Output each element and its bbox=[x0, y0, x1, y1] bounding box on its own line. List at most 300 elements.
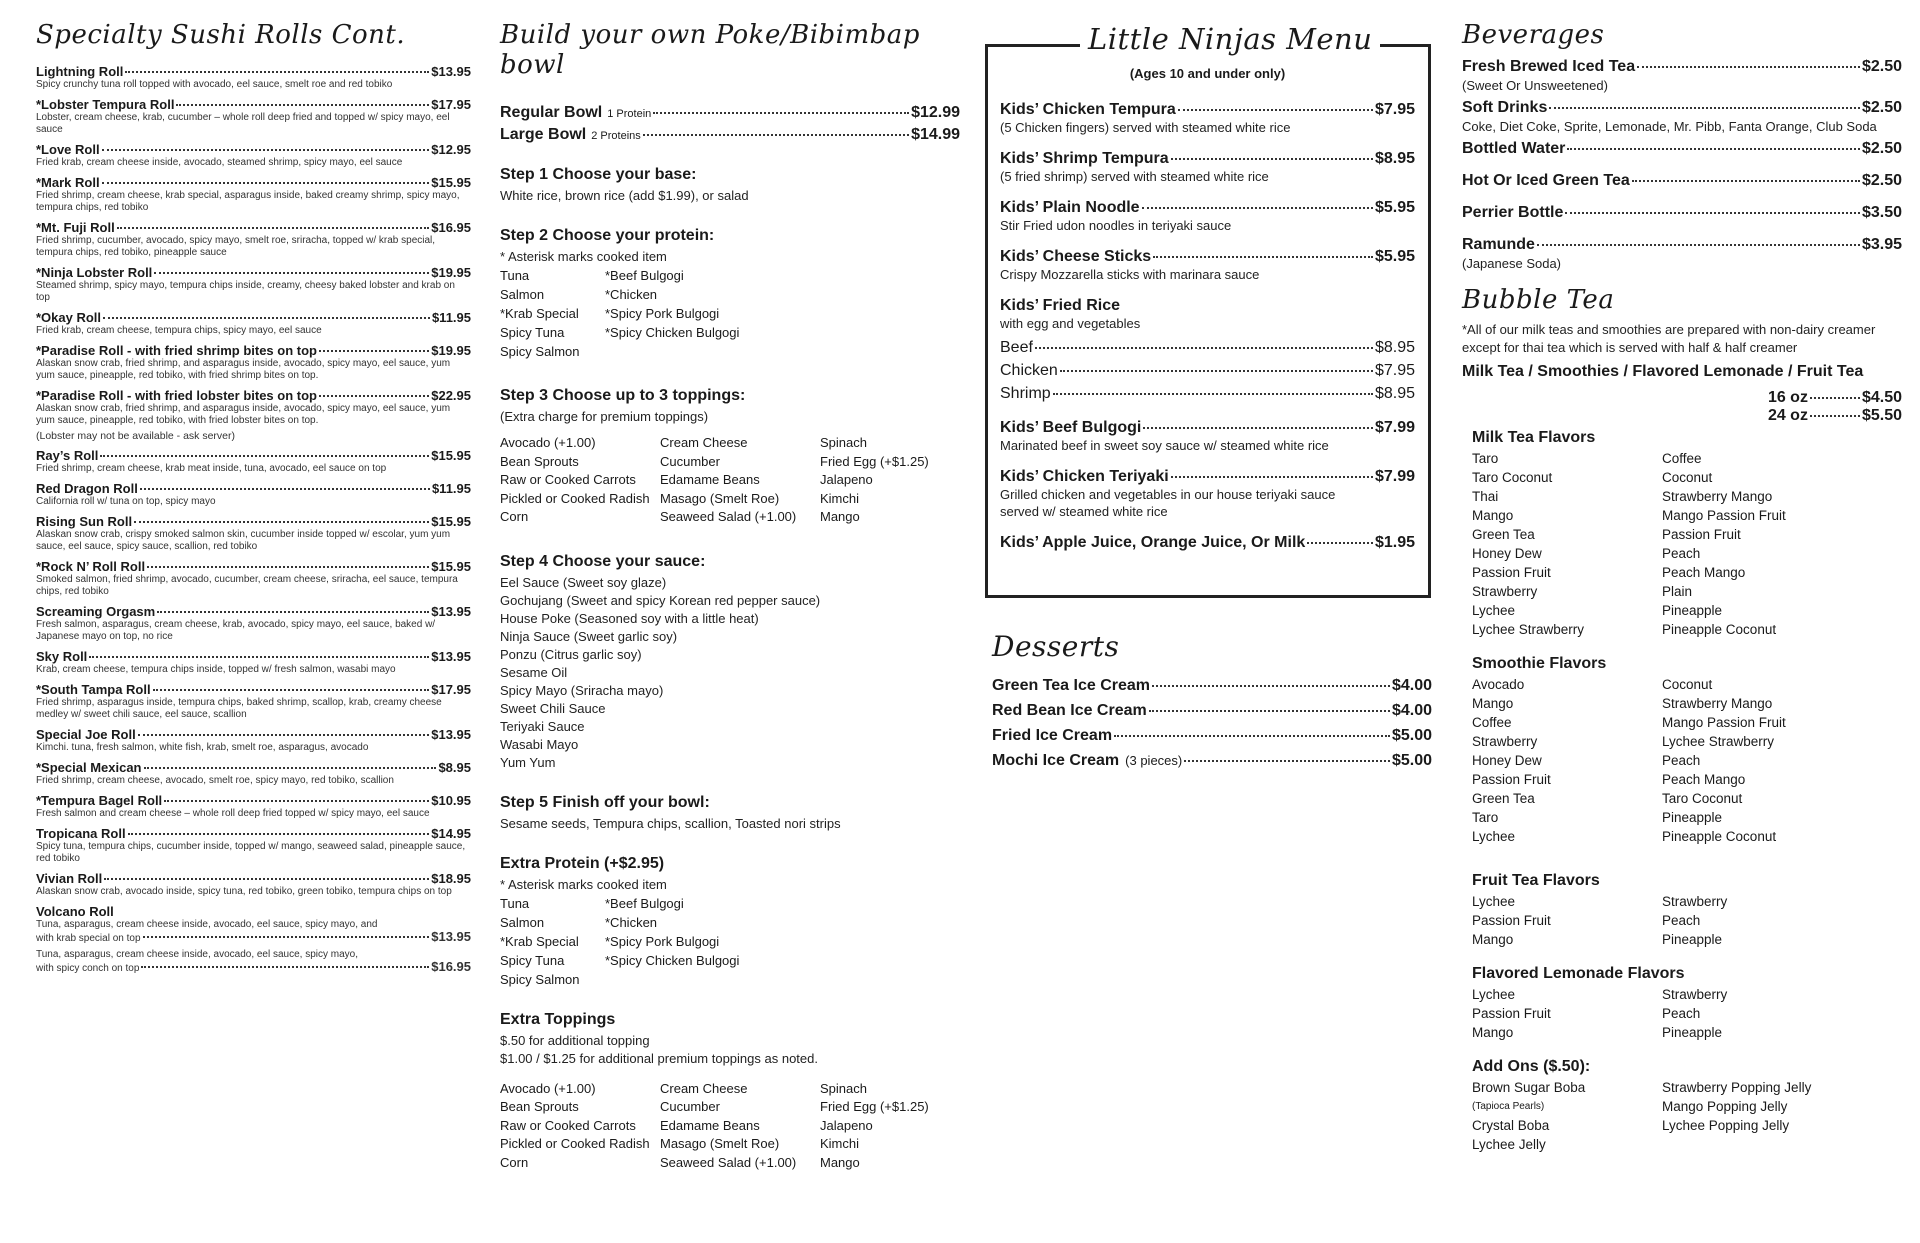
roll-row bbox=[36, 448, 471, 463]
roll-row bbox=[36, 604, 471, 619]
roll-leader bbox=[154, 272, 429, 274]
roll-leader bbox=[102, 149, 430, 151]
topping-item: Masago (Smelt Roe) bbox=[660, 490, 780, 506]
roll-name: Sky Roll bbox=[36, 649, 88, 664]
dessert-name: Red Bean Ice Cream bbox=[992, 702, 1147, 719]
roll-row bbox=[36, 559, 471, 574]
fruit-tea-grid bbox=[1472, 892, 1902, 949]
fruit-tea-flavor-item: Strawberry bbox=[1662, 894, 1728, 909]
lemonade-grid bbox=[1472, 985, 1902, 1042]
size-price: $5.50 bbox=[1861, 407, 1902, 424]
roll-row bbox=[36, 727, 471, 742]
beverage-row bbox=[1462, 58, 1902, 76]
lemonade-flavor-item: Passion Fruit bbox=[1472, 1006, 1551, 1021]
kids-name: Kids’ Chicken Tempura bbox=[1000, 101, 1176, 118]
addon-item: Lychee Jelly bbox=[1472, 1137, 1546, 1152]
kids-desc: Crispy Mozzarella sticks with marinara sauce bbox=[1000, 267, 1260, 282]
smoothie-flavor-item: Coconut bbox=[1662, 677, 1713, 692]
extra-protein-item: Salmon bbox=[500, 914, 545, 930]
fried-rice-options bbox=[1000, 336, 1415, 405]
rolls-list bbox=[36, 64, 471, 898]
roll-row bbox=[36, 514, 471, 529]
milk-tea-grid bbox=[1472, 449, 1902, 639]
roll-name: Rising Sun Roll bbox=[36, 514, 133, 529]
roll-row bbox=[36, 142, 471, 157]
specialty-rolls-title: Specialty Sushi Rolls Cont. bbox=[36, 20, 406, 50]
fried-rice-option-row bbox=[1000, 336, 1415, 359]
sauce-item: Gochujang (Sweet and spicy Korean red pepper sauce) bbox=[500, 592, 821, 608]
roll-desc: Kimchi. tuna, fresh salmon, white fish, krab, smelt roe, asparagus, avocado bbox=[36, 742, 369, 753]
roll-price: $19.95 bbox=[431, 343, 471, 358]
fruit-tea-flavor-item: Mango bbox=[1472, 932, 1514, 947]
roll-price: $10.95 bbox=[431, 793, 471, 808]
smoothie-flavor-item: Lychee bbox=[1472, 829, 1516, 844]
smoothie-flavor-item: Passion Fruit bbox=[1472, 772, 1551, 787]
dessert-name: Green Tea Ice Cream bbox=[992, 677, 1151, 694]
kids-bulgogi-price: $7.99 bbox=[1374, 419, 1415, 436]
roll-name: Vivian Roll bbox=[36, 871, 103, 886]
roll-item bbox=[36, 64, 471, 91]
sauce-item: Teriyaki Sauce bbox=[500, 718, 585, 734]
roll-name: *Special Mexican bbox=[36, 760, 142, 775]
addons-grid bbox=[1472, 1078, 1902, 1154]
smoothie-flavor-item: Mango bbox=[1472, 696, 1514, 711]
protein-item: *Spicy Pork Bulgogi bbox=[605, 306, 720, 321]
kids-name: Kids’ Plain Noodle bbox=[1000, 199, 1140, 216]
large-bowl bbox=[500, 126, 960, 144]
roll-leader bbox=[134, 521, 429, 523]
protein-item bbox=[605, 342, 765, 361]
dessert-row bbox=[992, 723, 1432, 748]
beverage-price: $2.50 bbox=[1861, 172, 1902, 189]
beverage-sub: Coke, Diet Coke, Sprite, Lemonade, Mr. Pibb, Fanta Orange, Club Soda bbox=[1462, 119, 1877, 134]
size-label: 16 oz bbox=[1767, 389, 1808, 406]
kids-leader bbox=[1171, 158, 1373, 160]
protein-item: *Krab Special bbox=[500, 306, 579, 321]
roll-name: *Mt. Fuji Roll bbox=[36, 220, 115, 235]
milk-tea-flavor-item: Coffee bbox=[1662, 451, 1702, 466]
extra-topping-item: Cream Cheese bbox=[660, 1080, 748, 1096]
fried-rice-option-row bbox=[1000, 382, 1415, 405]
milk-tea-flavor-item: Lychee bbox=[1472, 603, 1516, 618]
kids-menu-column bbox=[1000, 66, 1415, 566]
flavors-section bbox=[1462, 429, 1902, 1154]
extra-topping-item: Kimchi bbox=[820, 1136, 860, 1151]
roll-price: $17.95 bbox=[431, 97, 471, 112]
kids-list bbox=[1000, 101, 1415, 283]
step5-text: Sesame seeds, Tempura chips, scallion, Toasted nori strips bbox=[500, 815, 841, 831]
volcano-roll bbox=[36, 904, 471, 975]
extra-toppings-line2: $1.00 / $1.25 for additional premium toppings as noted. bbox=[500, 1050, 818, 1066]
topping-item: Spinach bbox=[820, 435, 867, 450]
beverage-row bbox=[1462, 236, 1902, 254]
dessert-leader bbox=[1114, 735, 1390, 737]
topping-item: Kimchi bbox=[820, 490, 860, 506]
size-row bbox=[1462, 389, 1902, 407]
extra-protein-grid bbox=[500, 894, 960, 989]
dessert-name: Fried Ice Cream bbox=[992, 727, 1113, 744]
beverages-column bbox=[1462, 20, 1902, 1154]
beverage-item bbox=[1462, 236, 1902, 271]
kids-row bbox=[1000, 150, 1415, 168]
smoothie-flavor-item: Pineapple Coconut bbox=[1662, 829, 1777, 844]
milk-tea-flavor-item: Honey Dew bbox=[1472, 546, 1542, 561]
dessert-sub: (3 pieces) bbox=[1125, 753, 1183, 768]
extra-topping-item: Pickled or Cooked Radish bbox=[500, 1136, 650, 1151]
beverage-price: $2.50 bbox=[1861, 140, 1902, 157]
step5-title: Step 5 Finish off your bowl: bbox=[500, 793, 710, 811]
beverage-item bbox=[1462, 204, 1902, 222]
roll-desc: Spicy tuna, tempura chips, cucumber inside, topped w/ mango, seaweed salad, pineapple sauce, red tobiko bbox=[36, 841, 466, 864]
kids-chicken-teriyaki bbox=[1000, 468, 1415, 520]
extra-protein-note: * Asterisk marks cooked item bbox=[500, 876, 667, 892]
roll-name: Ray’s Roll bbox=[36, 448, 99, 463]
size-row bbox=[1462, 407, 1902, 425]
kids-item bbox=[1000, 101, 1415, 136]
roll-name: *Okay Roll bbox=[36, 310, 102, 325]
size-price: $4.50 bbox=[1861, 389, 1902, 406]
roll-item bbox=[36, 265, 471, 304]
roll-desc: Fried shrimp, cucumber, avocado, spicy mayo, smelt roe, sriracha, topped w/ krab special, tempura chips, red tobiko, pineapple sauce bbox=[36, 235, 436, 258]
extra-toppings-line1: $.50 for additional topping bbox=[500, 1032, 650, 1048]
roll-item bbox=[36, 871, 471, 898]
roll-price: $16.95 bbox=[431, 220, 471, 235]
roll-desc: Smoked salmon, fried shrimp, avocado, cucumber, cream cheese, sriracha, eel sauce, tempura chips, red tobiko bbox=[36, 574, 458, 597]
large-bowl-sub: 2 Proteins bbox=[591, 130, 641, 142]
topping-item: Edamame Beans bbox=[660, 472, 760, 487]
kids-bulgogi-name: Kids’ Beef Bulgogi bbox=[1000, 419, 1142, 436]
volcano-opt1-desc: Tuna, asparagus, cream cheese inside, avocado, eel sauce, spicy mayo, and bbox=[36, 919, 378, 930]
roll-name: *Lobster Tempura Roll bbox=[36, 97, 175, 112]
roll-desc: Fried shrimp, cream cheese, krab special, asparagus inside, baked creamy shrimp, spicy mayo, tempura chips, red tobiko bbox=[36, 190, 460, 213]
fried-rice-option-price: $8.95 bbox=[1374, 339, 1415, 356]
desserts-list bbox=[992, 673, 1432, 773]
extra-topping-item: Raw or Cooked Carrots bbox=[500, 1117, 636, 1133]
beverage-item bbox=[1462, 58, 1902, 93]
milk-tea-title: Milk Tea Flavors bbox=[1472, 429, 1596, 446]
kids-desc: (5 Chicken fingers) served with steamed white rice bbox=[1000, 120, 1291, 135]
kids-row bbox=[1000, 199, 1415, 217]
beverage-name: Bottled Water bbox=[1462, 140, 1566, 157]
kids-leader bbox=[1142, 207, 1373, 209]
size-leader bbox=[1810, 397, 1860, 399]
roll-desc: Alaskan snow crab, crispy smoked salmon skin, cucumber inside topped w/ escolar, yum yum sauce, eel sauce, spicy sauce, scallion, red tobiko bbox=[36, 529, 451, 552]
smoothie-flavor-item: Taro bbox=[1472, 810, 1499, 825]
roll-desc: Steamed shrimp, spicy mayo, tempura chips inside, creamy, cheesy baked lobster and krab on top bbox=[36, 280, 455, 303]
beverage-item bbox=[1462, 99, 1902, 134]
beverage-leader bbox=[1537, 244, 1860, 246]
kids-price: $5.95 bbox=[1374, 199, 1415, 216]
step3-note: (Extra charge for premium toppings) bbox=[500, 409, 709, 424]
roll-row bbox=[36, 682, 471, 697]
smoothie-grid bbox=[1472, 675, 1902, 846]
milk-tea-flavor-item: Strawberry Mango bbox=[1662, 489, 1773, 504]
topping-item: Mango bbox=[820, 509, 860, 524]
size-leader bbox=[1810, 415, 1860, 417]
extra-topping-item: Corn bbox=[500, 1154, 529, 1170]
volcano-opt2-desc: Tuna, asparagus, cream cheese inside, avocado, eel sauce, spicy mayo, bbox=[36, 949, 359, 960]
roll-name: *Rock N’ Roll Roll bbox=[36, 559, 146, 574]
kids-item bbox=[1000, 199, 1415, 234]
lemonade-flavor-item: Lychee bbox=[1472, 987, 1516, 1002]
beverage-row bbox=[1462, 172, 1902, 190]
kids-juice-price: $1.95 bbox=[1374, 534, 1415, 551]
smoothie-flavor-item: Strawberry bbox=[1472, 734, 1538, 749]
dessert-row bbox=[992, 673, 1432, 698]
sauce-item: Ninja Sauce (Sweet garlic soy) bbox=[500, 628, 678, 644]
protein-item: *Chicken bbox=[605, 287, 658, 302]
kids-teriyaki-price: $7.99 bbox=[1374, 468, 1415, 485]
roll-row bbox=[36, 220, 471, 235]
roll-leader bbox=[164, 800, 429, 802]
step3-toppings-grid bbox=[500, 434, 960, 527]
smoothie-flavor-item: Lychee Strawberry bbox=[1662, 734, 1775, 749]
beverage-row bbox=[1462, 140, 1902, 158]
regular-bowl bbox=[500, 104, 960, 122]
roll-leader bbox=[89, 656, 429, 658]
roll-name: Lightning Roll bbox=[36, 64, 124, 79]
kids-juice bbox=[1000, 534, 1415, 552]
roll-row bbox=[36, 871, 471, 886]
milk-tea-flavor-item: Mango bbox=[1472, 508, 1514, 523]
fried-rice-option-price: $7.95 bbox=[1374, 362, 1415, 379]
extra-topping-item: Cucumber bbox=[660, 1099, 720, 1114]
fried-rice-option-leader bbox=[1035, 347, 1373, 349]
fruit-tea-title: Fruit Tea Flavors bbox=[1472, 872, 1600, 889]
bubble-tea-types: Milk Tea / Smoothies / Flavored Lemonade / Fruit Tea bbox=[1462, 363, 1864, 380]
fried-rice-option-price: $8.95 bbox=[1374, 385, 1415, 402]
regular-bowl-price: $12.99 bbox=[911, 104, 960, 121]
sauce-item: Sesame Oil bbox=[500, 664, 568, 680]
roll-price: $13.95 bbox=[431, 604, 471, 619]
topping-item: Cream Cheese bbox=[660, 435, 748, 450]
roll-row bbox=[36, 826, 471, 841]
milk-tea-flavor-item: Peach bbox=[1662, 546, 1701, 561]
lemonade-flavor-item: Mango bbox=[1472, 1025, 1514, 1040]
roll-leader bbox=[103, 317, 430, 319]
kids-row bbox=[1000, 101, 1415, 119]
roll-row bbox=[36, 175, 471, 190]
roll-item bbox=[36, 682, 471, 721]
dessert-leader bbox=[1149, 710, 1390, 712]
lemonade-flavor-item: Strawberry bbox=[1662, 987, 1728, 1002]
roll-row bbox=[36, 64, 471, 79]
sauce-item: Ponzu (Citrus garlic soy) bbox=[500, 646, 642, 662]
addon-item: Crystal Boba bbox=[1472, 1118, 1550, 1133]
roll-desc: Krab, cream cheese, tempura chips inside, topped w/ fresh salmon, wasabi mayo bbox=[36, 664, 396, 675]
roll-desc: Fried shrimp, cream cheese, avocado, smelt roe, spicy mayo, red tobiko, scallion bbox=[36, 775, 394, 786]
roll-price: $15.95 bbox=[431, 514, 471, 529]
roll-desc: Alaskan snow crab, fried shrimp, and asparagus inside, avocado, spicy mayo, eel sauce, yum yum sauce, pineapple, red tobiko, with fried lobster bites on top. bbox=[36, 403, 451, 426]
fruit-tea-flavor-item: Peach bbox=[1662, 913, 1701, 928]
extra-protein-item: Spicy Salmon bbox=[500, 971, 580, 987]
extra-toppings-grid bbox=[500, 1080, 960, 1173]
step1-title: Step 1 Choose your base: bbox=[500, 166, 697, 183]
extra-protein-item: *Spicy Chicken Bulgogi bbox=[605, 952, 740, 968]
protein-item: Tuna bbox=[500, 268, 530, 283]
protein-item: Salmon bbox=[500, 287, 545, 302]
extra-protein-item: Spicy Tuna bbox=[500, 952, 565, 968]
smoothie-flavor-item: Green Tea bbox=[1472, 791, 1535, 806]
roll-desc: Fresh salmon and cream cheese – whole roll deep fried topped w/ spicy mayo, eel sauce bbox=[36, 808, 430, 819]
roll-row bbox=[36, 793, 471, 808]
roll-price: $8.95 bbox=[438, 760, 471, 775]
roll-item bbox=[36, 142, 471, 169]
roll-leader bbox=[176, 104, 429, 106]
smoothie-title: Smoothie Flavors bbox=[1472, 655, 1607, 672]
roll-desc: Fried shrimp, cream cheese, krab meat inside, tuna, avocado, eel sauce on top bbox=[36, 463, 387, 474]
beverage-item bbox=[1462, 140, 1902, 158]
roll-item bbox=[36, 559, 471, 598]
roll-name: *Love Roll bbox=[36, 142, 100, 157]
beverage-name: Ramunde bbox=[1462, 236, 1535, 253]
kids-leader bbox=[1153, 256, 1373, 258]
milk-tea-flavor-item: Lychee Strawberry bbox=[1472, 622, 1585, 637]
desserts-title: Desserts bbox=[992, 630, 1120, 663]
dessert-leader bbox=[1184, 760, 1390, 762]
fried-rice-option-name: Shrimp bbox=[1000, 385, 1051, 402]
beverage-leader bbox=[1637, 66, 1860, 68]
kids-price: $8.95 bbox=[1374, 150, 1415, 167]
extra-protein-item bbox=[605, 970, 765, 989]
roll-name: *Mark Roll bbox=[36, 175, 100, 190]
milk-tea-flavor-item: Plain bbox=[1662, 584, 1693, 599]
protein-item: *Beef Bulgogi bbox=[605, 268, 684, 283]
kids-fried-rice-name: Kids’ Fried Rice bbox=[1000, 297, 1121, 314]
volcano-opt1-topping: with krab special on top bbox=[36, 933, 141, 944]
roll-leader bbox=[144, 767, 437, 769]
roll-row bbox=[36, 760, 471, 775]
specialty-rolls-column bbox=[36, 20, 471, 981]
step2-title: Step 2 Choose your protein: bbox=[500, 227, 715, 244]
roll-item bbox=[36, 760, 471, 787]
smoothie-flavor-item: Avocado bbox=[1472, 677, 1525, 692]
milk-tea-flavor-item: Strawberry bbox=[1472, 584, 1538, 599]
beverage-price: $2.50 bbox=[1861, 99, 1902, 116]
roll-row bbox=[36, 265, 471, 280]
roll-item bbox=[36, 448, 471, 475]
roll-item bbox=[36, 481, 471, 508]
roll-price: $15.95 bbox=[431, 559, 471, 574]
roll-name: *South Tampa Roll bbox=[36, 682, 151, 697]
roll-desc: Fried krab, cream cheese inside, avocado, steamed shrimp, spicy mayo, eel sauce bbox=[36, 157, 403, 168]
kids-juice-name: Kids’ Apple Juice, Orange Juice, Or Milk bbox=[1000, 534, 1306, 551]
fruit-tea-flavor-item: Passion Fruit bbox=[1472, 913, 1551, 928]
roll-item bbox=[36, 649, 471, 676]
bubble-tea-note: *All of our milk teas and smoothies are prepared with non-dairy creamer except for thai tea which is served with half & half creamer bbox=[1462, 322, 1876, 355]
topping-item: Fried Egg (+$1.25) bbox=[820, 453, 929, 469]
roll-price: $15.95 bbox=[431, 175, 471, 190]
addon-item: (Tapioca Pearls) bbox=[1472, 1101, 1545, 1112]
milk-tea-flavor-item: Green Tea bbox=[1472, 527, 1535, 542]
dessert-price: $4.00 bbox=[1391, 702, 1432, 719]
smoothie-flavor-item: Strawberry Mango bbox=[1662, 696, 1773, 711]
extra-topping-item: Fried Egg (+$1.25) bbox=[820, 1099, 929, 1114]
roll-row bbox=[36, 310, 471, 325]
protein-item: Spicy Salmon bbox=[500, 344, 580, 359]
roll-leader bbox=[125, 71, 429, 73]
roll-item bbox=[36, 388, 471, 442]
addon-item: Lychee Popping Jelly bbox=[1662, 1118, 1790, 1133]
bowl-column bbox=[500, 20, 960, 1172]
extra-protein-title: Extra Protein (+$2.95) bbox=[500, 854, 665, 872]
beverage-price: $3.95 bbox=[1861, 236, 1902, 253]
beverage-leader bbox=[1632, 180, 1860, 182]
addon-item: Strawberry Popping Jelly bbox=[1662, 1080, 1812, 1095]
roll-item bbox=[36, 514, 471, 553]
beverage-item bbox=[1462, 172, 1902, 190]
roll-row bbox=[36, 97, 471, 112]
roll-leader bbox=[117, 227, 430, 229]
beverage-name: Perrier Bottle bbox=[1462, 204, 1564, 221]
beverage-sub: (Japanese Soda) bbox=[1462, 256, 1562, 271]
roll-item bbox=[36, 310, 471, 337]
roll-note: (Lobster may not be available - ask server) bbox=[36, 430, 236, 442]
beverage-sub: (Sweet Or Unsweetened) bbox=[1462, 78, 1608, 93]
roll-price: $11.95 bbox=[431, 310, 471, 325]
roll-name: *Tempura Bagel Roll bbox=[36, 793, 163, 808]
sauce-list bbox=[500, 574, 960, 772]
beverage-row bbox=[1462, 99, 1902, 117]
roll-price: $19.95 bbox=[431, 265, 471, 280]
dessert-name: Mochi Ice Cream bbox=[992, 752, 1120, 769]
volcano-opt1 bbox=[36, 931, 471, 945]
beverage-name: Soft Drinks bbox=[1462, 99, 1548, 116]
roll-leader bbox=[104, 878, 429, 880]
beverage-row bbox=[1462, 204, 1902, 222]
roll-price: $13.95 bbox=[431, 727, 471, 742]
large-bowl-price: $14.99 bbox=[911, 126, 960, 143]
extra-topping-item: Mango bbox=[820, 1154, 860, 1170]
volcano-opt2 bbox=[36, 961, 471, 975]
step2-note: * Asterisk marks cooked item bbox=[500, 249, 667, 264]
smoothie-flavor-item: Mango Passion Fruit bbox=[1662, 715, 1786, 730]
fried-rice-option-name: Chicken bbox=[1000, 362, 1058, 379]
roll-item bbox=[36, 220, 471, 259]
roll-name: *Paradise Roll - with fried shrimp bites on top bbox=[36, 343, 317, 358]
size-label: 24 oz bbox=[1767, 407, 1808, 424]
topping-item: Pickled or Cooked Radish bbox=[500, 490, 650, 506]
beverages-list bbox=[1462, 58, 1902, 271]
roll-name: *Paradise Roll - with fried lobster bites on top bbox=[36, 388, 317, 403]
fruit-tea-flavor-item: Pineapple bbox=[1662, 932, 1723, 947]
topping-item: Jalapeno bbox=[820, 472, 873, 487]
milk-tea-flavor-item: Coconut bbox=[1662, 470, 1713, 485]
extra-topping-item: Seaweed Salad (+1.00) bbox=[660, 1154, 797, 1170]
roll-desc: Alaskan snow crab, avocado inside, spicy tuna, red tobiko, green tobiko, tempura chips on top bbox=[36, 886, 452, 897]
kids-desc: Stir Fried udon noodles in teriyaki sauce bbox=[1000, 218, 1232, 233]
roll-desc: Spicy crunchy tuna roll topped with avocado, eel sauce, smelt roe and red tobiko bbox=[36, 79, 393, 90]
addon-item: Mango Popping Jelly bbox=[1662, 1099, 1788, 1114]
kids-name: Kids’ Shrimp Tempura bbox=[1000, 150, 1169, 167]
roll-item bbox=[36, 793, 471, 820]
kids-price: $7.95 bbox=[1374, 101, 1415, 118]
topping-item: Bean Sprouts bbox=[500, 453, 579, 469]
beverage-name: Fresh Brewed Iced Tea bbox=[1462, 58, 1636, 75]
bubble-tea-sizes bbox=[1462, 389, 1902, 425]
roll-item bbox=[36, 727, 471, 754]
beverages-title: Beverages bbox=[1462, 20, 1605, 50]
smoothie-flavor-item: Pineapple bbox=[1662, 810, 1723, 825]
roll-desc: Fried krab, cream cheese, tempura chips, spicy mayo, eel sauce bbox=[36, 325, 322, 336]
topping-item: Cucumber bbox=[660, 453, 720, 469]
topping-item: Raw or Cooked Carrots bbox=[500, 472, 636, 487]
extra-protein-item: Tuna bbox=[500, 895, 530, 911]
kids-teriyaki-desc2: served w/ steamed white rice bbox=[1000, 504, 1168, 519]
smoothie-flavor-item: Taro Coconut bbox=[1662, 791, 1743, 806]
kids-item bbox=[1000, 150, 1415, 185]
kids-price: $5.95 bbox=[1374, 248, 1415, 265]
